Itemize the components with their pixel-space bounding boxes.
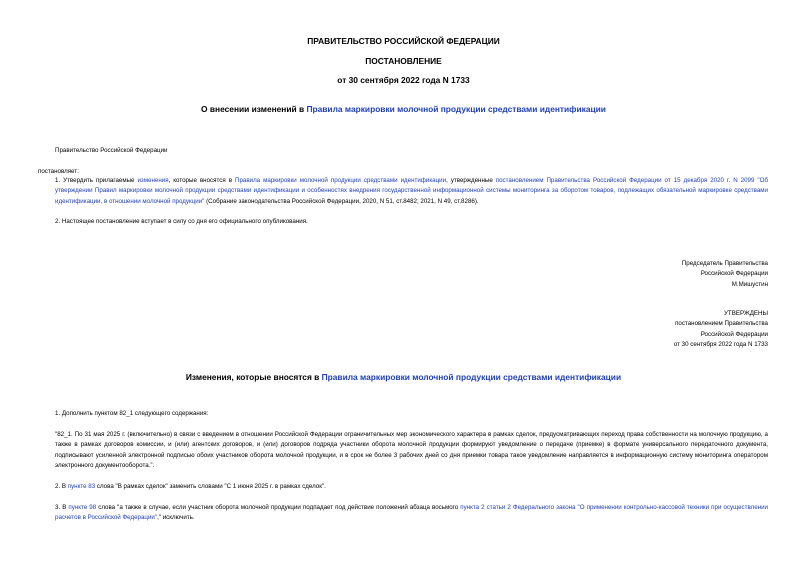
government-title: ПРАВИТЕЛЬСТВО РОССИЙСКОЙ ФЕДЕРАЦИИ bbox=[307, 36, 500, 46]
document-title-prefix: О внесении изменений в bbox=[201, 104, 307, 114]
decides-text: постановляет: bbox=[38, 168, 79, 175]
approval-line-2: постановлением Правительства bbox=[675, 320, 768, 328]
changes-title-prefix: Изменения, которые вносятся в bbox=[185, 372, 322, 382]
issuer-text: Правительство Российской Федерации bbox=[55, 147, 168, 154]
document-title bbox=[0, 104, 807, 114]
signature-name: М.Мишустин bbox=[731, 280, 768, 288]
federal-law-link[interactable]: пункта 2 статьи 2 Федерального закона "О применении контрольно-кассовой техники при осуществлении расчетов в Российской Федерации" bbox=[55, 504, 768, 522]
approval-line-1: УТВЕРЖДЕНЫ bbox=[724, 310, 768, 317]
change-1-intro: 1. Дополнить пунктом 82_1 следующего содержания: bbox=[55, 410, 209, 417]
change-1-quote: "82_1. По 31 мая 2025 г. (включительно) в связи с введением в отношении Российской Федерации ограничительных мер экономического характера в рамках сделок, предусматривающих переход права собственности на молочную продукцию, а также в рамках договоров комиссии, и (или) агентских договоров, и (или) договоров подряда участники оборота молочной продукции формируют уведомление о передаче (приемке) в формате универсального передаточного документа, подписывают усиленной электронной подписью обоих участников оборота молочной продукции, и в срок не более 3 рабочих дней со дня приемки товара такое уведомление направляется в информационную систему мониторинга оператором электронного документооборота.". bbox=[55, 431, 768, 470]
rules-link-2[interactable]: Правила маркировки молочной продукции средствами идентификации bbox=[235, 177, 447, 184]
clause-83-link[interactable]: пункте 83 bbox=[67, 483, 96, 490]
signature-block bbox=[468, 259, 768, 290]
rules-link[interactable]: Правила маркировки молочной продукции средствами идентификации bbox=[306, 104, 606, 114]
paragraph-item-2: 2. Настоящее постановление вступает в силу со дня его официального опубликования. bbox=[55, 218, 308, 225]
item1-text-3: , утвержденные bbox=[446, 177, 496, 184]
approval-line-4: от 30 сентября 2022 года N 1733 bbox=[673, 341, 768, 349]
signature-position-2: Российской Федерации bbox=[700, 270, 768, 278]
document-type: ПОСТАНОВЛЕНИЕ bbox=[365, 56, 442, 66]
item1-text-2: , которые вносятся в bbox=[168, 177, 235, 184]
change2-text-1: 2. В bbox=[55, 483, 68, 490]
changes-title bbox=[0, 372, 807, 382]
paragraph-item-1 bbox=[55, 176, 768, 207]
change2-text-2: слова "В рамках сделок" заменить словами "С 1 июня 2025 г. в рамках сделок". bbox=[95, 483, 326, 490]
rules-link-3[interactable]: Правила маркировки молочной продукции средствами идентификации bbox=[321, 372, 622, 382]
change3-text-2: слова "а также в случае, если участник оборота молочной продукции подпадает под действие положений абзаца восьмого bbox=[96, 504, 461, 511]
document-date-number: от 30 сентября 2022 года N 1733 bbox=[337, 75, 470, 85]
approval-block bbox=[468, 309, 768, 351]
clause-98-link[interactable]: пункте 98 bbox=[68, 504, 97, 511]
signature-position-1: Председатель Правительства bbox=[681, 260, 768, 267]
changes-link[interactable]: изменения bbox=[137, 177, 169, 184]
item1-text-1: 1. Утвердить прилагаемые bbox=[55, 177, 138, 184]
change3-text-3: ," исключить. bbox=[157, 514, 195, 522]
resolution-2099-link[interactable]: постановлением Правительства Российской Федерации от 15 декабря 2020 г. N 2099 "Об утверждении Правил маркировки молочной продукции средствами идентификации и особенностях внедрения государственной информационной системы мониторинга за оборотом товаров, подлежащих обязательной маркировке средствами идентификации, в отношении молочной продукции" bbox=[55, 177, 768, 205]
item1-text-4: (Собрание законодательства Российской Федерации, 2020, N 51, ст.8482; 2021, N 49, ст.8286). bbox=[204, 197, 479, 205]
change3-text-1: 3. В bbox=[55, 504, 69, 511]
change-2 bbox=[55, 482, 326, 492]
approval-line-3: Российской Федерации bbox=[700, 330, 768, 338]
change-3 bbox=[55, 503, 768, 524]
